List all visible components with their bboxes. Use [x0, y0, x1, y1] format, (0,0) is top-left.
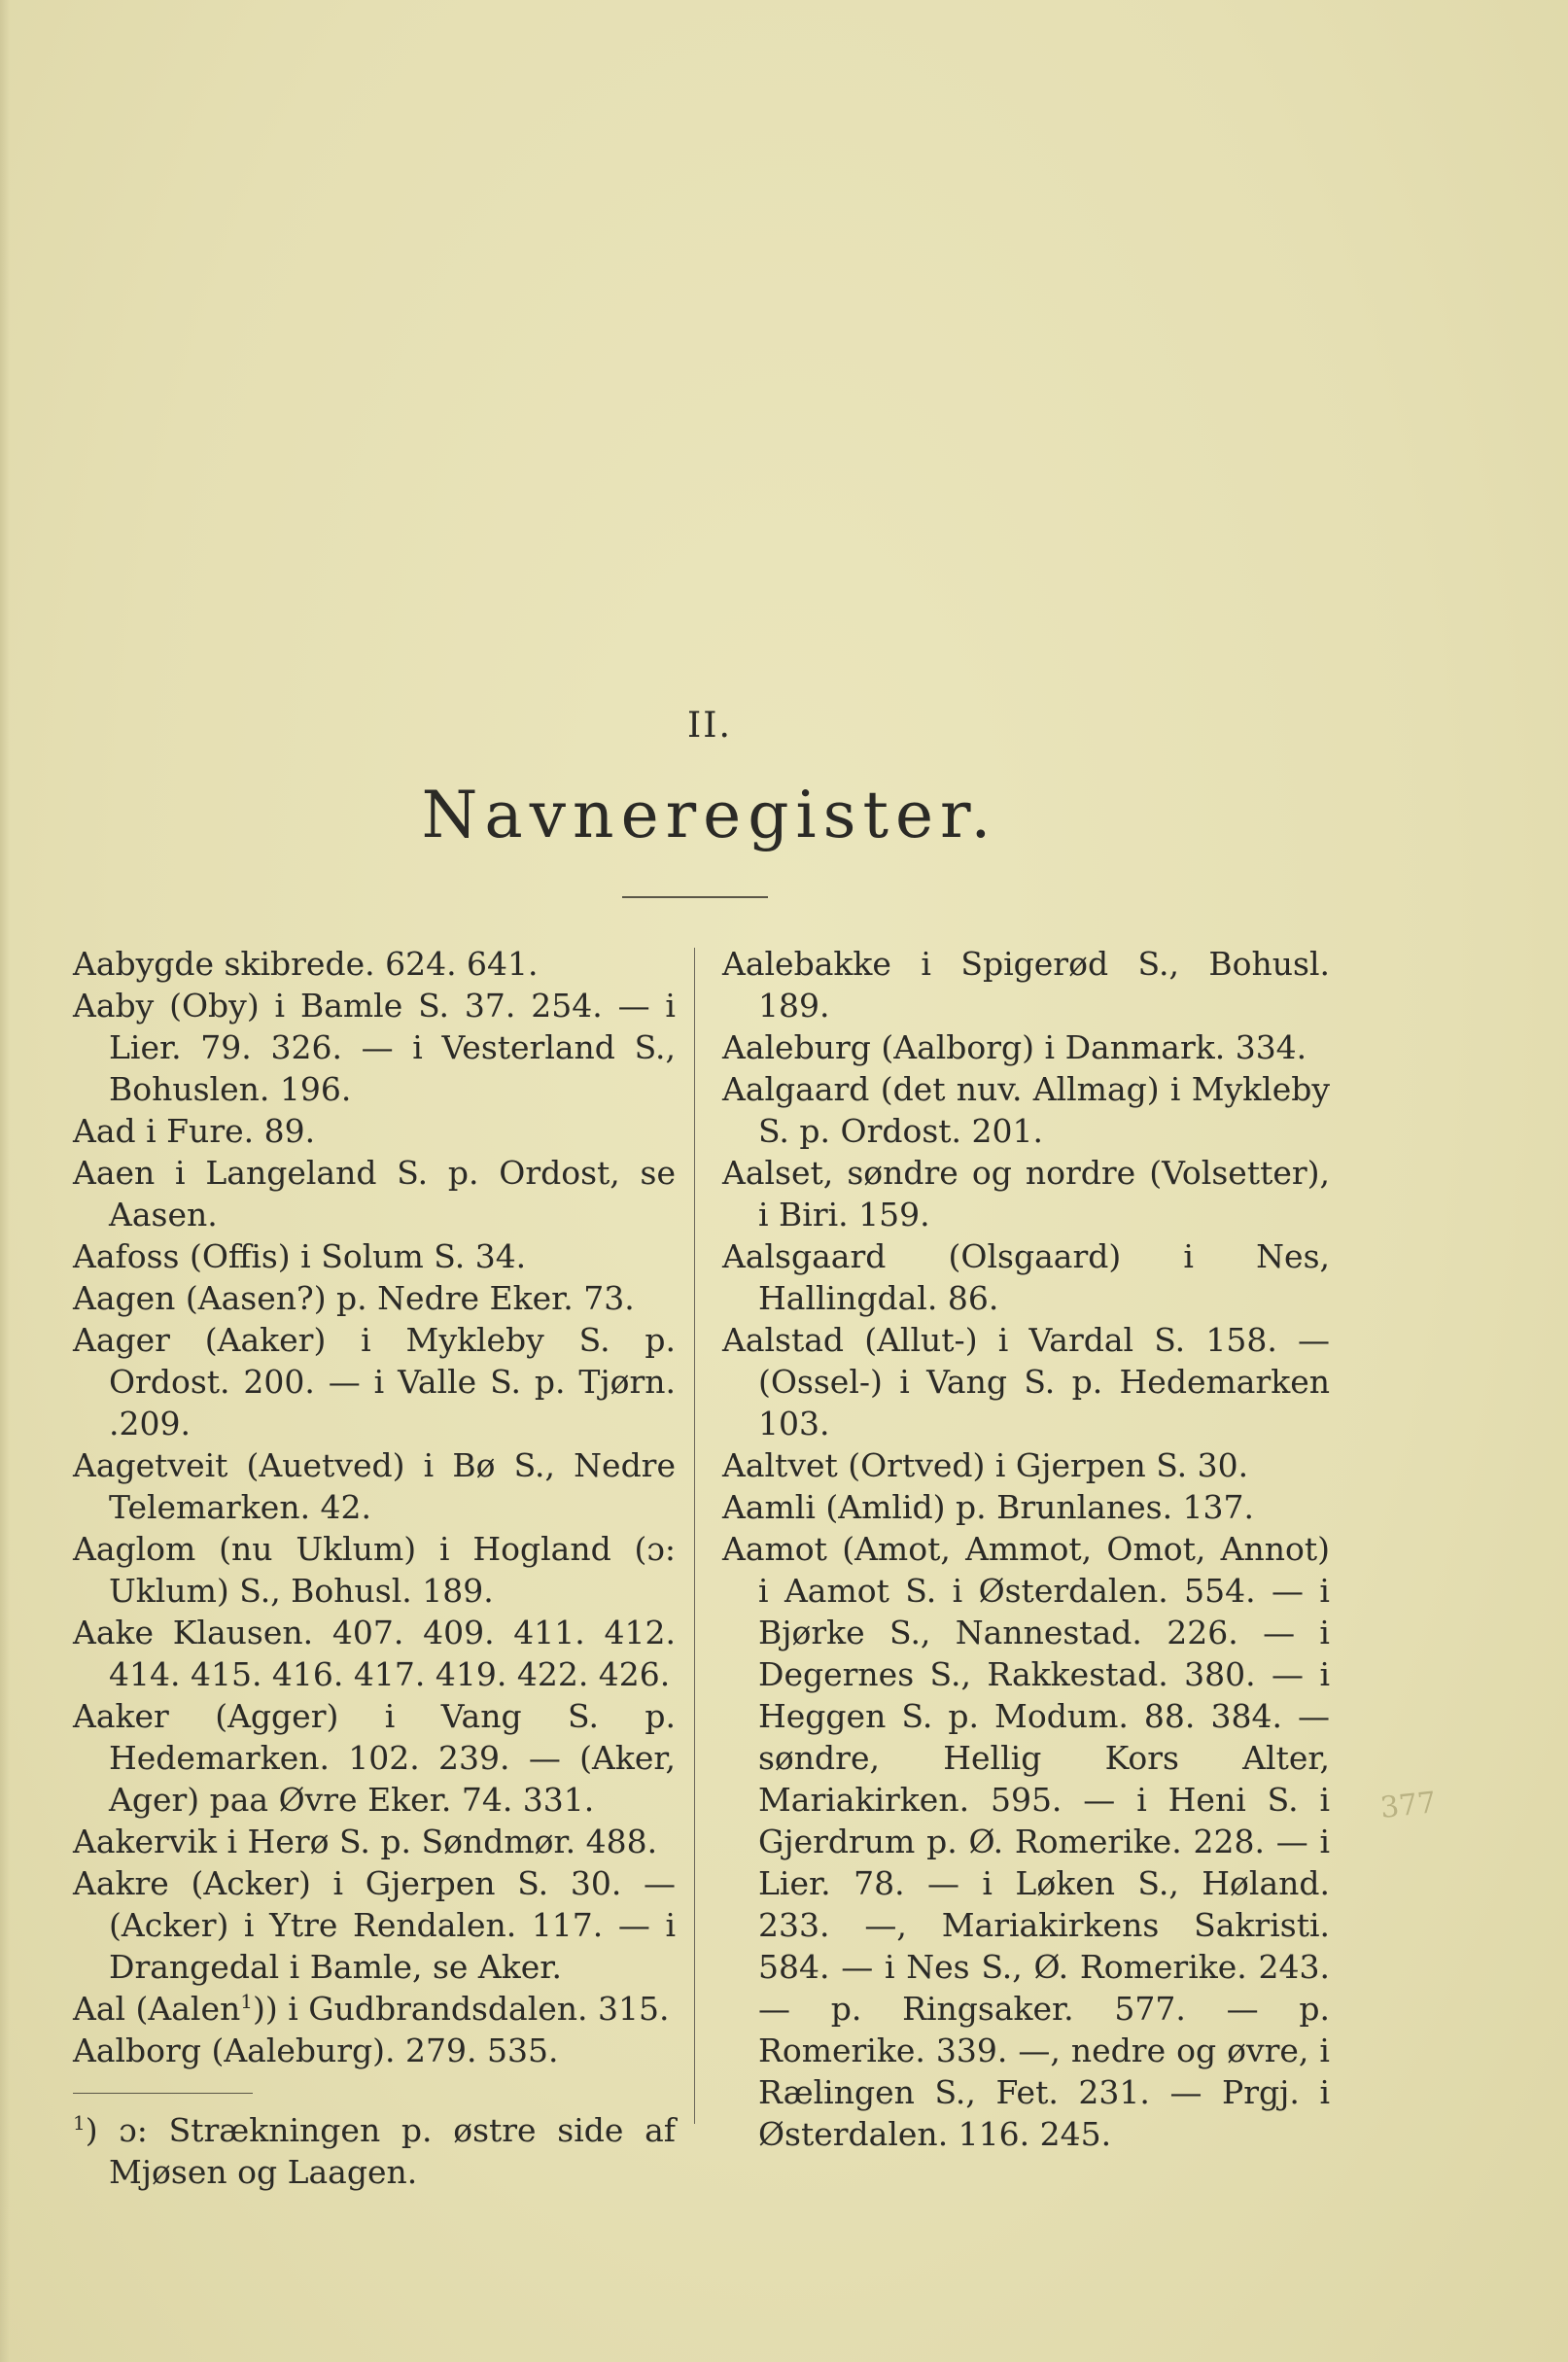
index-entry: Aager (Aaker) i Mykleby S. p. Ordost. 200. — i Valle S. p. Tjørn. .209.: [73, 1321, 676, 1442]
index-entry: Aakervik i Herø S. p. Søndmør. 488.: [73, 1823, 658, 1860]
index-entry: Aafoss (Offis) i Solum S. 34.: [73, 1237, 527, 1275]
index-entry: Aaker (Agger) i Vang S. p. Hedemarken. 102. 239. — (Aker, Ager) paa Øvre Eker. 74. 331.: [73, 1697, 676, 1819]
index-entry: Aalborg (Aaleburg). 279. 535.: [73, 2032, 559, 2069]
page-title: Navneregister.: [421, 778, 998, 852]
index-entry: Aabygde skibrede. 624. 641.: [73, 945, 539, 983]
index-entry-aal: [73, 1988, 676, 2030]
footnote: $^1$) ɔ: Strækningen p. østre side af Mjøsen og Laagen.: [73, 2111, 676, 2191]
index-entry: Aalebakke i Spigerød S., Bohusl. 189.: [722, 945, 1330, 1025]
footnote-mark: 1: [73, 2111, 86, 2135]
index-entry: Aalstad (Allut-) i Vardal S. 158. — (Ossel-) i Vang S. p. Hedemarken 103.: [722, 1321, 1330, 1442]
footnote-reference: 1: [240, 1990, 254, 2013]
title-divider: [622, 896, 768, 898]
page-edge: [0, 0, 10, 2362]
pencil-margin-note: 377: [1378, 1786, 1438, 1825]
index-entry: Aaglom (nu Uklum) i Hogland (ɔ: Uklum) S., Bohusl. 189.: [73, 1530, 676, 1610]
index-entry: Aamot (Amot, Ammot, Omot, Annot) i Aamot S. i Østerdalen. 554. — i Bjørke S., Nannestad. 226. — i Degernes S., Rakkestad. 380. — i Heggen S. p. Modum. 88. 384. — søndre, Hellig Kors Alter, Mariakirken. 595. — i Heni S. i Gjerdrum p. Ø. Romerike. 228. — i Lier. 78. — i Løken S., Høland. 233. —, Mariakirkens Sakristi. 584. — i Nes S., Ø. Romerike. 243. — p. Ringsaker. 577. — p. Romerike. 339. —, nedre og øvre, i Rælingen S., Fet. 231. — Prgj. i Østerdalen. 116. 245.: [722, 1530, 1330, 2153]
index-entry: Aaen i Langeland S. p. Ordost, se Aasen.: [73, 1154, 676, 1233]
right-column: [722, 943, 1330, 2155]
index-entry: Aalset, søndre og nordre (Volsetter), i Biri. 159.: [722, 1154, 1330, 1233]
index-entry: Aaltvet (Ortved) i Gjerpen S. 30.: [722, 1446, 1249, 1484]
index-entry: Aaleburg (Aalborg) i Danmark. 334.: [722, 1028, 1307, 1066]
index-entry: Aaby (Oby) i Bamle S. 37. 254. — i Lier. 79. 326. — i Vesterland S., Bohuslen. 196.: [73, 987, 676, 1108]
section-number: II.: [687, 706, 732, 746]
index-entry: Aalgaard (det nuv. Allmag) i Mykleby S. p. Ordost. 201.: [722, 1070, 1330, 1150]
aal-entry-start: Aal (Aalen: [73, 1990, 241, 2028]
index-entry: Aagetveit (Auetved) i Bø S., Nedre Telemarken. 42.: [73, 1446, 676, 1526]
left-column: [73, 943, 676, 2193]
footnote-text: ɔ: Strækningen p. østre side af Mjøsen og Laagen.: [109, 2111, 676, 2191]
index-entry: Aalsgaard (Olsgaard) i Nes, Hallingdal. 86.: [722, 1237, 1330, 1317]
index-entry: Aake Klausen. 407. 409. 411. 412. 414. 415. 416. 417. 419. 422. 426.: [73, 1614, 676, 1693]
footnote-divider: [73, 2093, 253, 2094]
column-divider: [694, 948, 695, 2124]
index-entry: Aad i Fure. 89.: [73, 1112, 316, 1150]
aal-entry-end: )) i Gudbrandsdalen. 315.: [253, 1990, 670, 2028]
index-entry: Aakre (Acker) i Gjerpen S. 30. — (Acker) i Ytre Rendalen. 117. — i Drangedal i Bamle, se Aker.: [73, 1864, 676, 1986]
index-entry: Aagen (Aasen?) p. Nedre Eker. 73.: [73, 1279, 635, 1317]
index-entry: Aamli (Amlid) p. Brunlanes. 137.: [722, 1488, 1255, 1526]
